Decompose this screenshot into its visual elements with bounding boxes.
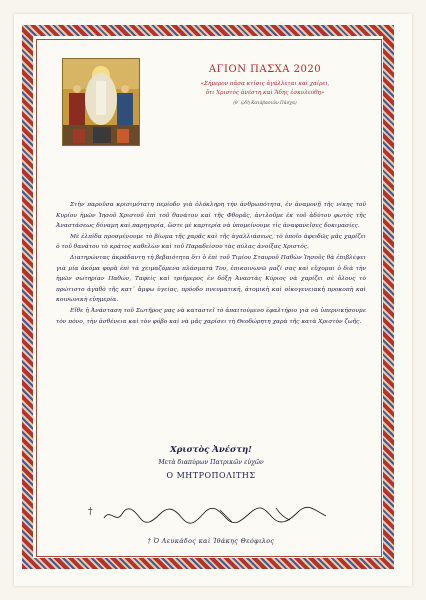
easter-greeting: Χριστὸς Ἀνέστη! <box>170 445 252 455</box>
paragraph-3: Διατηρώντας ἀκράδαντη τὴ βεβαιότητα ὅτι ὁ ἐπὶ τοῦ Τιμίου Σταυροῦ Παθὼν Ἰησοῦς θὰ ἐπιβλέψει γιὰ μία ἀκόμα φορὰ ἐπὶ τὰ χειμαζόμενα πλάσματά Του, ἐπικοινωνῶ μαζί σας καὶ εὔχομαι ὁ διὰ τὴν ἡμῶν σωτηρίαν Παθών, Ταφεὶς καὶ τριήμερος ἐν δόξῃ Ἀναστὰς Κύριος νὰ χαρίζει σὲ ὅλους τὸ πρώτιστο ἀγαθὸ τῆς κατ᾽ ἄμφω ὑγείας, πρόοδο πνευματική, ἀτομικὴ καὶ οἰκογενειακὴ προκοπὴ καὶ κοινωνικὴ εὐημερία. <box>56 254 366 304</box>
hymn-line-1: «Σήμερον πᾶσα κτίσις ἀγάλλεται καὶ χαίρει, <box>200 81 330 87</box>
cross-icon: † <box>88 507 93 517</box>
letter-body <box>56 200 366 327</box>
hymn-source: (θ΄ ᾠδὴ Κατάβασιῶν Πάσχα) <box>233 101 297 106</box>
hymn-quote <box>160 80 370 98</box>
resurrection-icon <box>62 58 140 146</box>
signatory-role: Ο ΜΗΤΡΟΠΟΛΙΤΗΣ <box>166 471 256 480</box>
page-title: ΑΓΙΟΝ ΠΑΣΧΑ 2020 <box>208 64 322 75</box>
handwritten-signature <box>100 504 330 526</box>
paragraph-1: Στὴν παροῦσα κρισιμότατη περίοδο γιὰ ὁλόκληρη τὴν ἀνθρωπότητα, ἐν ἀναμονῇ τῆς νίκης τοῦ Κυρίου ἡμῶν Ἰησοῦ Χριστοῦ ἐπὶ τοῦ θανάτου καὶ τῆς Φθορᾶς, ἀντλοῦμε ἐκ τοῦ ἀδύτου φωτὸς τῆς Ἀναστάσεως δύναμη καὶ παρηγορία, ὥστε μὲ καρτερία νὰ ὑπομείνουμε τὶς ἀναφανεῖσες δοκιμασίες. <box>56 202 366 230</box>
paragraph-4: Εἴθε ἡ Ἀνάσταση τοῦ Σωτῆρος μας νὰ καταστεῖ τὸ ἀπαιτούμενο ἐφαλτήριο γιὰ νὰ ὑπερνικήσουμε τὸν πόνο, τὴν ἀσθένεια καὶ τὸν φόβο καὶ νὰ μᾶς χαρίσει τὴ Θεοδώρητη χαρὰ τῆς κατὰ Χριστὸν ζωῆς. <box>56 307 366 325</box>
hymn-line-2: ὅτι Χριστὸς ἀνέστη καὶ Ἅδης ἐσκυλεύθη» <box>205 90 325 96</box>
paragraph-2: Μὲ ἐλπίδα προσμένουμε τὸ βίωμα τῆς χαρᾶς καὶ τῆς ἀγαλλιάσεως, τὸ ὁποῖο ἀφειδῶς μᾶς χαρίζει ὁ τοῦ θανάτου τὸ κράτος καθελὼν καὶ τοῦ Παραδείσου τὰς πύλας ἀνοίξας Χριστός. <box>56 233 366 251</box>
closing-wishes: Μετὰ διαπύρων Πατρικῶν εὐχῶν <box>158 459 264 466</box>
signature-line: † Ὁ Λευκάδος καὶ Ἰθάκης Θεόφιλος <box>147 538 275 545</box>
